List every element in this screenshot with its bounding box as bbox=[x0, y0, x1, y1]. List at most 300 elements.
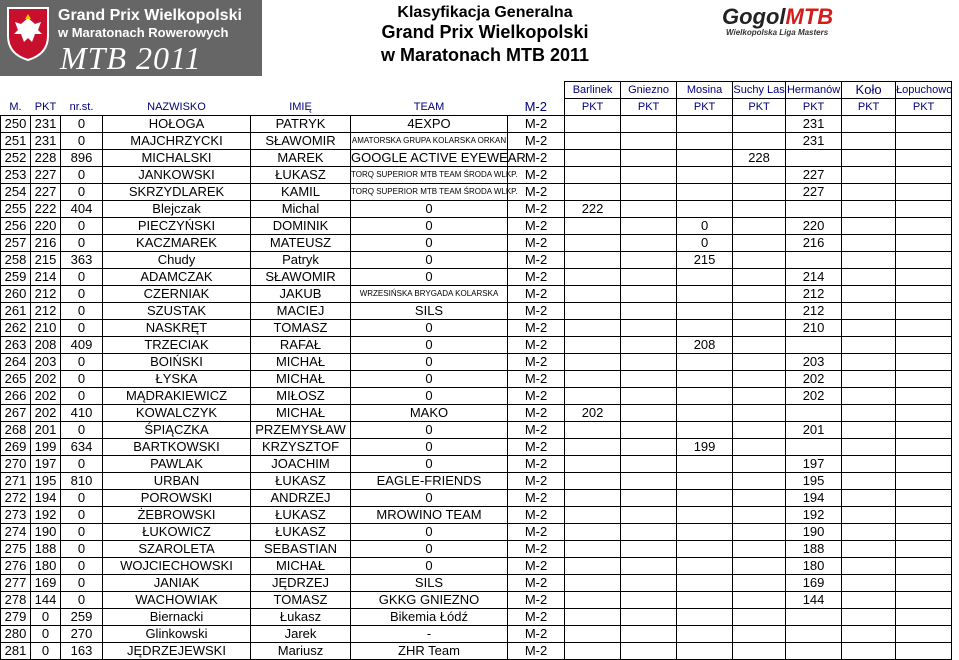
race-points-cell bbox=[896, 116, 952, 133]
points-total-cell: 203 bbox=[31, 354, 61, 371]
race-points-cell bbox=[786, 626, 842, 643]
table-row bbox=[1, 558, 952, 575]
race-points-cell: 202 bbox=[565, 405, 621, 422]
points-total-cell: 0 bbox=[31, 609, 61, 626]
start-number-cell: 0 bbox=[61, 592, 103, 609]
category-cell: M-2 bbox=[508, 541, 565, 558]
race-points-cell bbox=[896, 490, 952, 507]
race-points-cell bbox=[842, 218, 896, 235]
race-points-cell bbox=[733, 388, 786, 405]
race-points-cell: 188 bbox=[786, 541, 842, 558]
race-points-cell bbox=[621, 201, 677, 218]
brand-part-a: Gogol bbox=[722, 4, 786, 29]
category-cell: M-2 bbox=[508, 405, 565, 422]
race-name: Łopuchowo bbox=[896, 82, 952, 99]
race-points-cell bbox=[896, 592, 952, 609]
race-points-cell bbox=[896, 354, 952, 371]
race-points-cell bbox=[733, 592, 786, 609]
race-points-cell bbox=[621, 269, 677, 286]
first-name-cell: ŁUKASZ bbox=[251, 524, 351, 541]
first-name-cell: Michal bbox=[251, 201, 351, 218]
first-name-cell: Mariusz bbox=[251, 643, 351, 660]
surname-cell: HOŁOGA bbox=[103, 116, 251, 133]
team-cell: 0 bbox=[351, 337, 508, 354]
table-row bbox=[1, 235, 952, 252]
race-points-cell bbox=[896, 371, 952, 388]
category-cell: M-2 bbox=[508, 252, 565, 269]
logo-line-1: Grand Prix Wielkopolski bbox=[58, 7, 242, 24]
race-points-cell bbox=[733, 371, 786, 388]
category-cell: M-2 bbox=[508, 507, 565, 524]
team-cell: GKKG GNIEZNO bbox=[351, 592, 508, 609]
race-points-cell bbox=[786, 609, 842, 626]
race-points-cell bbox=[842, 405, 896, 422]
points-total-cell: 0 bbox=[31, 643, 61, 660]
table-row bbox=[1, 269, 952, 286]
category-cell: M-2 bbox=[508, 150, 565, 167]
table-row bbox=[1, 167, 952, 184]
race-points-cell bbox=[677, 541, 733, 558]
surname-cell: PIECZYŃSKI bbox=[103, 218, 251, 235]
table-row bbox=[1, 286, 952, 303]
race-points-cell bbox=[786, 252, 842, 269]
race-points-cell bbox=[733, 422, 786, 439]
race-points-cell bbox=[733, 643, 786, 660]
race-points-cell bbox=[786, 201, 842, 218]
category-cell: M-2 bbox=[508, 575, 565, 592]
team-cell: SILS bbox=[351, 303, 508, 320]
points-total-cell: 228 bbox=[31, 150, 61, 167]
category-cell: M-2 bbox=[508, 388, 565, 405]
race-points-cell bbox=[842, 507, 896, 524]
race-points-cell bbox=[565, 473, 621, 490]
race-points-cell bbox=[733, 439, 786, 456]
race-points-cell bbox=[565, 337, 621, 354]
place-cell: 269 bbox=[1, 439, 31, 456]
race-points-cell bbox=[565, 303, 621, 320]
first-name-cell: MICHAŁ bbox=[251, 371, 351, 388]
race-points-cell: 227 bbox=[786, 184, 842, 201]
race-points-cell bbox=[677, 507, 733, 524]
race-points-cell bbox=[842, 609, 896, 626]
race-name: Hermanów bbox=[786, 82, 842, 99]
race-points-cell bbox=[621, 490, 677, 507]
column-header: PKT bbox=[565, 99, 621, 116]
place-cell: 272 bbox=[1, 490, 31, 507]
team-cell: ZHR Team bbox=[351, 643, 508, 660]
first-name-cell: KAMIL bbox=[251, 184, 351, 201]
race-points-cell: 208 bbox=[677, 337, 733, 354]
race-points-cell bbox=[565, 184, 621, 201]
first-name-cell: DOMINIK bbox=[251, 218, 351, 235]
surname-cell: JANIAK bbox=[103, 575, 251, 592]
first-name-cell: MACIEJ bbox=[251, 303, 351, 320]
first-name-cell: Patryk bbox=[251, 252, 351, 269]
race-points-cell: 222 bbox=[565, 201, 621, 218]
surname-cell: TRZECIAK bbox=[103, 337, 251, 354]
gogol-mtb-logo bbox=[722, 4, 872, 40]
team-cell: MROWINO TEAM bbox=[351, 507, 508, 524]
race-points-cell: 214 bbox=[786, 269, 842, 286]
start-number-cell: 0 bbox=[61, 558, 103, 575]
place-cell: 261 bbox=[1, 303, 31, 320]
column-header: M-2 bbox=[508, 99, 565, 116]
team-cell: WRZESIŃSKA BRYGADA KOLARSKA bbox=[351, 286, 508, 303]
race-points-cell bbox=[842, 575, 896, 592]
race-name: Suchy Las bbox=[733, 82, 786, 99]
race-points-cell: 212 bbox=[786, 286, 842, 303]
race-points-cell bbox=[896, 558, 952, 575]
team-cell: 0 bbox=[351, 456, 508, 473]
race-points-cell bbox=[621, 167, 677, 184]
category-cell: M-2 bbox=[508, 592, 565, 609]
surname-cell: KOWALCZYK bbox=[103, 405, 251, 422]
race-points-cell bbox=[896, 235, 952, 252]
race-points-cell bbox=[842, 592, 896, 609]
race-points-cell bbox=[733, 286, 786, 303]
race-points-cell bbox=[733, 507, 786, 524]
race-points-cell bbox=[842, 303, 896, 320]
place-cell: 256 bbox=[1, 218, 31, 235]
start-number-cell: 163 bbox=[61, 643, 103, 660]
race-points-cell: 0 bbox=[677, 218, 733, 235]
table-row bbox=[1, 354, 952, 371]
race-points-cell bbox=[733, 626, 786, 643]
team-cell: 0 bbox=[351, 490, 508, 507]
place-cell: 254 bbox=[1, 184, 31, 201]
race-points-cell bbox=[677, 303, 733, 320]
category-cell: M-2 bbox=[508, 558, 565, 575]
race-points-cell bbox=[621, 337, 677, 354]
race-points-cell bbox=[565, 541, 621, 558]
start-number-cell: 0 bbox=[61, 269, 103, 286]
race-points-cell bbox=[565, 133, 621, 150]
category-cell: M-2 bbox=[508, 337, 565, 354]
race-points-cell: 220 bbox=[786, 218, 842, 235]
race-points-cell bbox=[842, 269, 896, 286]
race-points-cell bbox=[733, 558, 786, 575]
race-points-cell bbox=[896, 150, 952, 167]
place-cell: 271 bbox=[1, 473, 31, 490]
race-points-cell bbox=[896, 388, 952, 405]
race-points-cell bbox=[733, 218, 786, 235]
start-number-cell: 0 bbox=[61, 456, 103, 473]
place-cell: 253 bbox=[1, 167, 31, 184]
page-title-line-3: w Maratonach MTB 2011 bbox=[380, 45, 590, 65]
race-points-cell bbox=[842, 337, 896, 354]
race-points-cell bbox=[565, 558, 621, 575]
points-total-cell: 197 bbox=[31, 456, 61, 473]
race-points-cell bbox=[842, 201, 896, 218]
gp-wielkopolski-logo bbox=[0, 0, 262, 76]
first-name-cell: KRZYSZTOF bbox=[251, 439, 351, 456]
race-points-cell bbox=[677, 116, 733, 133]
points-total-cell: 202 bbox=[31, 388, 61, 405]
first-name-cell: MICHAŁ bbox=[251, 354, 351, 371]
start-number-cell: 0 bbox=[61, 133, 103, 150]
points-total-cell: 215 bbox=[31, 252, 61, 269]
start-number-cell: 0 bbox=[61, 184, 103, 201]
surname-cell: SKRZYDLAREK bbox=[103, 184, 251, 201]
category-cell: M-2 bbox=[508, 354, 565, 371]
team-cell: 0 bbox=[351, 541, 508, 558]
surname-cell: POROWSKI bbox=[103, 490, 251, 507]
race-points-cell bbox=[733, 184, 786, 201]
race-name: Koło bbox=[842, 82, 896, 99]
start-number-cell: 0 bbox=[61, 218, 103, 235]
table-row bbox=[1, 456, 952, 473]
race-points-cell: 199 bbox=[677, 439, 733, 456]
points-total-cell: 180 bbox=[31, 558, 61, 575]
place-cell: 259 bbox=[1, 269, 31, 286]
logo-line-3: MTB 2011 bbox=[60, 40, 202, 76]
start-number-cell: 896 bbox=[61, 150, 103, 167]
race-points-cell bbox=[842, 320, 896, 337]
race-points-cell bbox=[896, 456, 952, 473]
points-total-cell: 216 bbox=[31, 235, 61, 252]
race-points-cell bbox=[565, 269, 621, 286]
points-total-cell: 144 bbox=[31, 592, 61, 609]
race-points-cell: 0 bbox=[677, 235, 733, 252]
points-total-cell: 0 bbox=[31, 626, 61, 643]
place-cell: 277 bbox=[1, 575, 31, 592]
place-cell: 281 bbox=[1, 643, 31, 660]
first-name-cell: PATRYK bbox=[251, 116, 351, 133]
column-header: IMIĘ bbox=[251, 99, 351, 116]
table-row bbox=[1, 643, 952, 660]
race-points-cell: 203 bbox=[786, 354, 842, 371]
team-cell: - bbox=[351, 626, 508, 643]
race-points-cell bbox=[842, 439, 896, 456]
race-points-cell bbox=[786, 337, 842, 354]
column-header: NAZWISKO bbox=[103, 99, 251, 116]
team-cell: 0 bbox=[351, 235, 508, 252]
race-points-cell bbox=[621, 541, 677, 558]
team-cell: 0 bbox=[351, 371, 508, 388]
race-points-cell bbox=[733, 337, 786, 354]
race-points-cell bbox=[677, 201, 733, 218]
race-points-cell bbox=[565, 422, 621, 439]
surname-cell: MAJCHRZYCKI bbox=[103, 133, 251, 150]
category-cell: M-2 bbox=[508, 473, 565, 490]
start-number-cell: 810 bbox=[61, 473, 103, 490]
surname-cell: Glinkowski bbox=[103, 626, 251, 643]
first-name-cell: ŁUKASZ bbox=[251, 167, 351, 184]
category-cell: M-2 bbox=[508, 371, 565, 388]
first-name-cell: ŁUKASZ bbox=[251, 507, 351, 524]
race-points-cell bbox=[565, 286, 621, 303]
team-cell: TORQ SUPERIOR MTB TEAM ŚRODA WLKP. bbox=[351, 167, 508, 184]
place-cell: 250 bbox=[1, 116, 31, 133]
points-total-cell: 227 bbox=[31, 167, 61, 184]
race-points-cell bbox=[565, 456, 621, 473]
points-total-cell: 210 bbox=[31, 320, 61, 337]
place-cell: 255 bbox=[1, 201, 31, 218]
surname-cell: NASKRĘT bbox=[103, 320, 251, 337]
race-points-cell bbox=[565, 218, 621, 235]
start-number-cell: 0 bbox=[61, 490, 103, 507]
race-points-cell bbox=[842, 388, 896, 405]
first-name-cell: MAREK bbox=[251, 150, 351, 167]
table-row bbox=[1, 592, 952, 609]
first-name-cell: PRZEMYSŁAW bbox=[251, 422, 351, 439]
surname-cell: Biernacki bbox=[103, 609, 251, 626]
race-points-cell bbox=[565, 150, 621, 167]
race-points-cell: 197 bbox=[786, 456, 842, 473]
category-cell: M-2 bbox=[508, 320, 565, 337]
race-points-cell bbox=[842, 558, 896, 575]
column-header: PKT bbox=[786, 99, 842, 116]
first-name-cell: JĘDRZEJ bbox=[251, 575, 351, 592]
race-name: Barlinek bbox=[565, 82, 621, 99]
race-points-cell bbox=[565, 524, 621, 541]
first-name-cell: SŁAWOMIR bbox=[251, 269, 351, 286]
race-points-cell bbox=[896, 337, 952, 354]
start-number-cell: 0 bbox=[61, 167, 103, 184]
first-name-cell: ŁUKASZ bbox=[251, 473, 351, 490]
race-points-cell bbox=[565, 609, 621, 626]
place-cell: 280 bbox=[1, 626, 31, 643]
team-cell: EAGLE-FRIENDS bbox=[351, 473, 508, 490]
team-cell: 0 bbox=[351, 388, 508, 405]
race-points-cell bbox=[621, 558, 677, 575]
team-cell: 0 bbox=[351, 422, 508, 439]
race-points-cell bbox=[621, 286, 677, 303]
race-points-cell bbox=[677, 422, 733, 439]
race-points-cell bbox=[565, 490, 621, 507]
race-points-cell bbox=[896, 286, 952, 303]
team-cell: 0 bbox=[351, 269, 508, 286]
first-name-cell: MICHAŁ bbox=[251, 405, 351, 422]
points-total-cell: 214 bbox=[31, 269, 61, 286]
team-cell: 0 bbox=[351, 524, 508, 541]
surname-cell: JĘDRZEJEWSKI bbox=[103, 643, 251, 660]
surname-cell: BARTKOWSKI bbox=[103, 439, 251, 456]
place-cell: 260 bbox=[1, 286, 31, 303]
race-points-cell bbox=[896, 184, 952, 201]
race-points-cell bbox=[621, 303, 677, 320]
race-points-cell bbox=[621, 150, 677, 167]
race-points-cell bbox=[786, 643, 842, 660]
race-points-cell bbox=[896, 575, 952, 592]
race-points-cell: 228 bbox=[733, 150, 786, 167]
category-cell: M-2 bbox=[508, 269, 565, 286]
points-total-cell: 194 bbox=[31, 490, 61, 507]
race-points-cell bbox=[621, 354, 677, 371]
points-total-cell: 169 bbox=[31, 575, 61, 592]
race-points-cell bbox=[733, 456, 786, 473]
points-total-cell: 192 bbox=[31, 507, 61, 524]
place-cell: 275 bbox=[1, 541, 31, 558]
race-points-cell bbox=[565, 354, 621, 371]
race-points-cell bbox=[621, 626, 677, 643]
column-header: PKT bbox=[896, 99, 952, 116]
table-row bbox=[1, 371, 952, 388]
race-points-cell bbox=[896, 643, 952, 660]
race-points-cell bbox=[733, 269, 786, 286]
race-points-cell bbox=[677, 558, 733, 575]
surname-cell: MICHALSKI bbox=[103, 150, 251, 167]
table-row bbox=[1, 541, 952, 558]
race-points-cell bbox=[896, 252, 952, 269]
race-points-cell bbox=[565, 439, 621, 456]
race-points-cell bbox=[677, 150, 733, 167]
start-number-cell: 404 bbox=[61, 201, 103, 218]
category-cell: M-2 bbox=[508, 286, 565, 303]
team-cell: SILS bbox=[351, 575, 508, 592]
start-number-cell: 0 bbox=[61, 575, 103, 592]
points-total-cell: 227 bbox=[31, 184, 61, 201]
race-points-cell bbox=[842, 422, 896, 439]
category-cell: M-2 bbox=[508, 626, 565, 643]
race-points-cell bbox=[786, 405, 842, 422]
race-points-cell bbox=[786, 150, 842, 167]
start-number-cell: 0 bbox=[61, 371, 103, 388]
race-points-cell bbox=[677, 133, 733, 150]
points-total-cell: 199 bbox=[31, 439, 61, 456]
category-cell: M-2 bbox=[508, 439, 565, 456]
race-points-cell bbox=[621, 592, 677, 609]
first-name-cell: SEBASTIAN bbox=[251, 541, 351, 558]
race-points-cell bbox=[842, 184, 896, 201]
race-points-cell bbox=[733, 524, 786, 541]
table-row bbox=[1, 252, 952, 269]
race-points-cell bbox=[565, 507, 621, 524]
race-points-cell bbox=[733, 235, 786, 252]
race-points-cell bbox=[621, 371, 677, 388]
column-headers-row bbox=[1, 99, 952, 116]
race-points-cell: 227 bbox=[786, 167, 842, 184]
first-name-cell: TOMASZ bbox=[251, 320, 351, 337]
race-points-cell bbox=[842, 167, 896, 184]
surname-cell: ŁYSKA bbox=[103, 371, 251, 388]
team-cell: 0 bbox=[351, 218, 508, 235]
surname-cell: BOIŃSKI bbox=[103, 354, 251, 371]
surname-cell: MĄDRAKIEWICZ bbox=[103, 388, 251, 405]
race-points-cell bbox=[677, 626, 733, 643]
surname-cell: WACHOWIAK bbox=[103, 592, 251, 609]
page-title-line-1: Klasyfikacja Generalna bbox=[397, 4, 573, 21]
surname-cell: SZUSTAK bbox=[103, 303, 251, 320]
surname-cell: Blejczak bbox=[103, 201, 251, 218]
column-header: PKT bbox=[733, 99, 786, 116]
race-points-cell: 216 bbox=[786, 235, 842, 252]
column-header: PKT bbox=[621, 99, 677, 116]
race-points-cell bbox=[733, 320, 786, 337]
race-points-cell bbox=[565, 235, 621, 252]
race-points-cell bbox=[733, 405, 786, 422]
race-points-cell bbox=[565, 626, 621, 643]
race-points-cell bbox=[621, 422, 677, 439]
race-points-cell bbox=[677, 643, 733, 660]
points-total-cell: 202 bbox=[31, 371, 61, 388]
race-points-cell bbox=[786, 439, 842, 456]
surname-cell: ŚPIĄCZKA bbox=[103, 422, 251, 439]
place-cell: 263 bbox=[1, 337, 31, 354]
start-number-cell: 0 bbox=[61, 286, 103, 303]
race-points-cell: 210 bbox=[786, 320, 842, 337]
race-points-cell: 169 bbox=[786, 575, 842, 592]
race-points-cell bbox=[621, 439, 677, 456]
race-points-cell bbox=[733, 490, 786, 507]
race-points-cell bbox=[733, 133, 786, 150]
race-points-cell: 202 bbox=[786, 371, 842, 388]
team-cell: 0 bbox=[351, 252, 508, 269]
start-number-cell: 0 bbox=[61, 320, 103, 337]
place-cell: 258 bbox=[1, 252, 31, 269]
place-cell: 251 bbox=[1, 133, 31, 150]
category-cell: M-2 bbox=[508, 235, 565, 252]
